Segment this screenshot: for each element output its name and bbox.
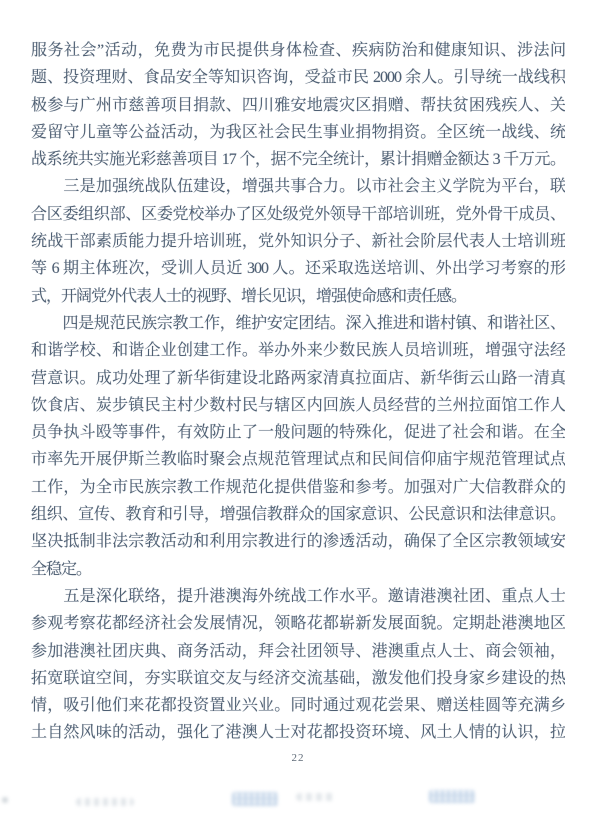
text-line: 参观考察花都经济社会发展情况，领略花都崭新发展面貌。定期赴港澳地区 xyxy=(31,615,565,633)
body-text-block xyxy=(31,37,565,747)
faint-stamp-mark xyxy=(232,792,278,806)
text-line: 三是加强统战队伍建设，增强共事合力。以市社会主义学院为平台，联 xyxy=(31,178,565,196)
text-line: 参加港澳社团庆典、商务活动，拜会社团领导、港澳重点人士、商会领袖， xyxy=(31,642,565,660)
text-line: 统战干部素质能力提升培训班，党外知识分子、新社会阶层代表人士培训班 xyxy=(31,233,565,251)
text-line: 土自然风味的活动，强化了港澳人士对花都投资环境、风土人情的认识，拉 xyxy=(31,724,565,742)
text-line: 式，开阔党外代表人士的视野、增长见识，增强使命感和责任感。 xyxy=(31,287,467,305)
text-line: 五是深化联络，提升港澳海外统战工作水平。邀请港澳社团、重点人士 xyxy=(31,587,565,605)
text-line: 坚决抵制非法宗教活动和利用宗教进行的渗透活动，确保了全区宗教领域安 xyxy=(31,533,565,551)
text-line: 饮食店、炭步镇民主村少数村民与辖区内回族人员经营的兰州拉面馆工作人 xyxy=(31,396,565,414)
text-line: 题、投资理财、食品安全等知识咨询，受益市民 2000 余人。引导统一战线积 xyxy=(31,69,565,87)
faint-footer-mark xyxy=(296,793,336,801)
text-line: 合区委组织部、区委党校举办了区处级党外领导干部培训班，党外骨干成员、 xyxy=(31,205,565,223)
text-line: 极参与广州市慈善项目捐款、四川雅安地震灾区捐赠、帮扶贫困残疾人、关 xyxy=(31,96,565,114)
text-line: 等 6 期主体班次，受训人员近 300 人。还采取选送培训、外出学习考察的形 xyxy=(31,260,565,278)
text-line: 员争执斗殴等事件，有效防止了一般问题的特殊化，促进了社会和谐。在全 xyxy=(31,424,565,442)
page-number: 22 xyxy=(291,752,305,764)
text-line: 拓宽联谊空间，夯实联谊交友与经济交流基础，激发他们投身家乡建设的热 xyxy=(31,669,565,687)
text-line: 服务社会”活动，免费为市民提供身体检查、疾病防治和健康知识、涉法问 xyxy=(31,42,565,59)
text-line: 营意识。成功处理了新华街建设北路两家清真拉面店、新华街云山路一清真 xyxy=(31,369,565,387)
text-line: 工作，为全市民族宗教工作规范化提供借鉴和参考。加强对广大信教群众的 xyxy=(31,478,565,496)
faint-stamp-mark xyxy=(429,790,475,803)
text-line: 情，吸引他们来花都投资置业兴业。同时通过观花尝果、赠送桂圆等充满乡 xyxy=(31,697,565,715)
text-line: 战系统共实施光彩慈善项目 17 个，据不完全统计，累计捐赠金额达 3 千万元。 xyxy=(31,151,565,169)
text-line: 四是规范民族宗教工作，维护安定团结。深入推进和谐村镇、和谐社区、 xyxy=(31,314,565,332)
text-line: 爱留守儿童等公益活动，为我区社会民生事业捐物捐资。全区统一战线、统 xyxy=(31,123,565,141)
faint-footer-mark xyxy=(76,798,134,806)
text-line: 和谐学校、和谐企业创建工作。举办外来少数民族人员培训班，增强守法经 xyxy=(31,342,565,360)
text-line: 组织、宣传、教育和引导，增强信教群众的国家意识、公民意识和法律意识。 xyxy=(31,506,565,524)
faint-footer-mark xyxy=(2,797,8,803)
text-line: 市率先开展伊斯兰教临时聚会点规范管理试点和民间信仰庙宇规范管理试点 xyxy=(31,451,565,469)
text-line: 全稳定。 xyxy=(31,560,92,578)
